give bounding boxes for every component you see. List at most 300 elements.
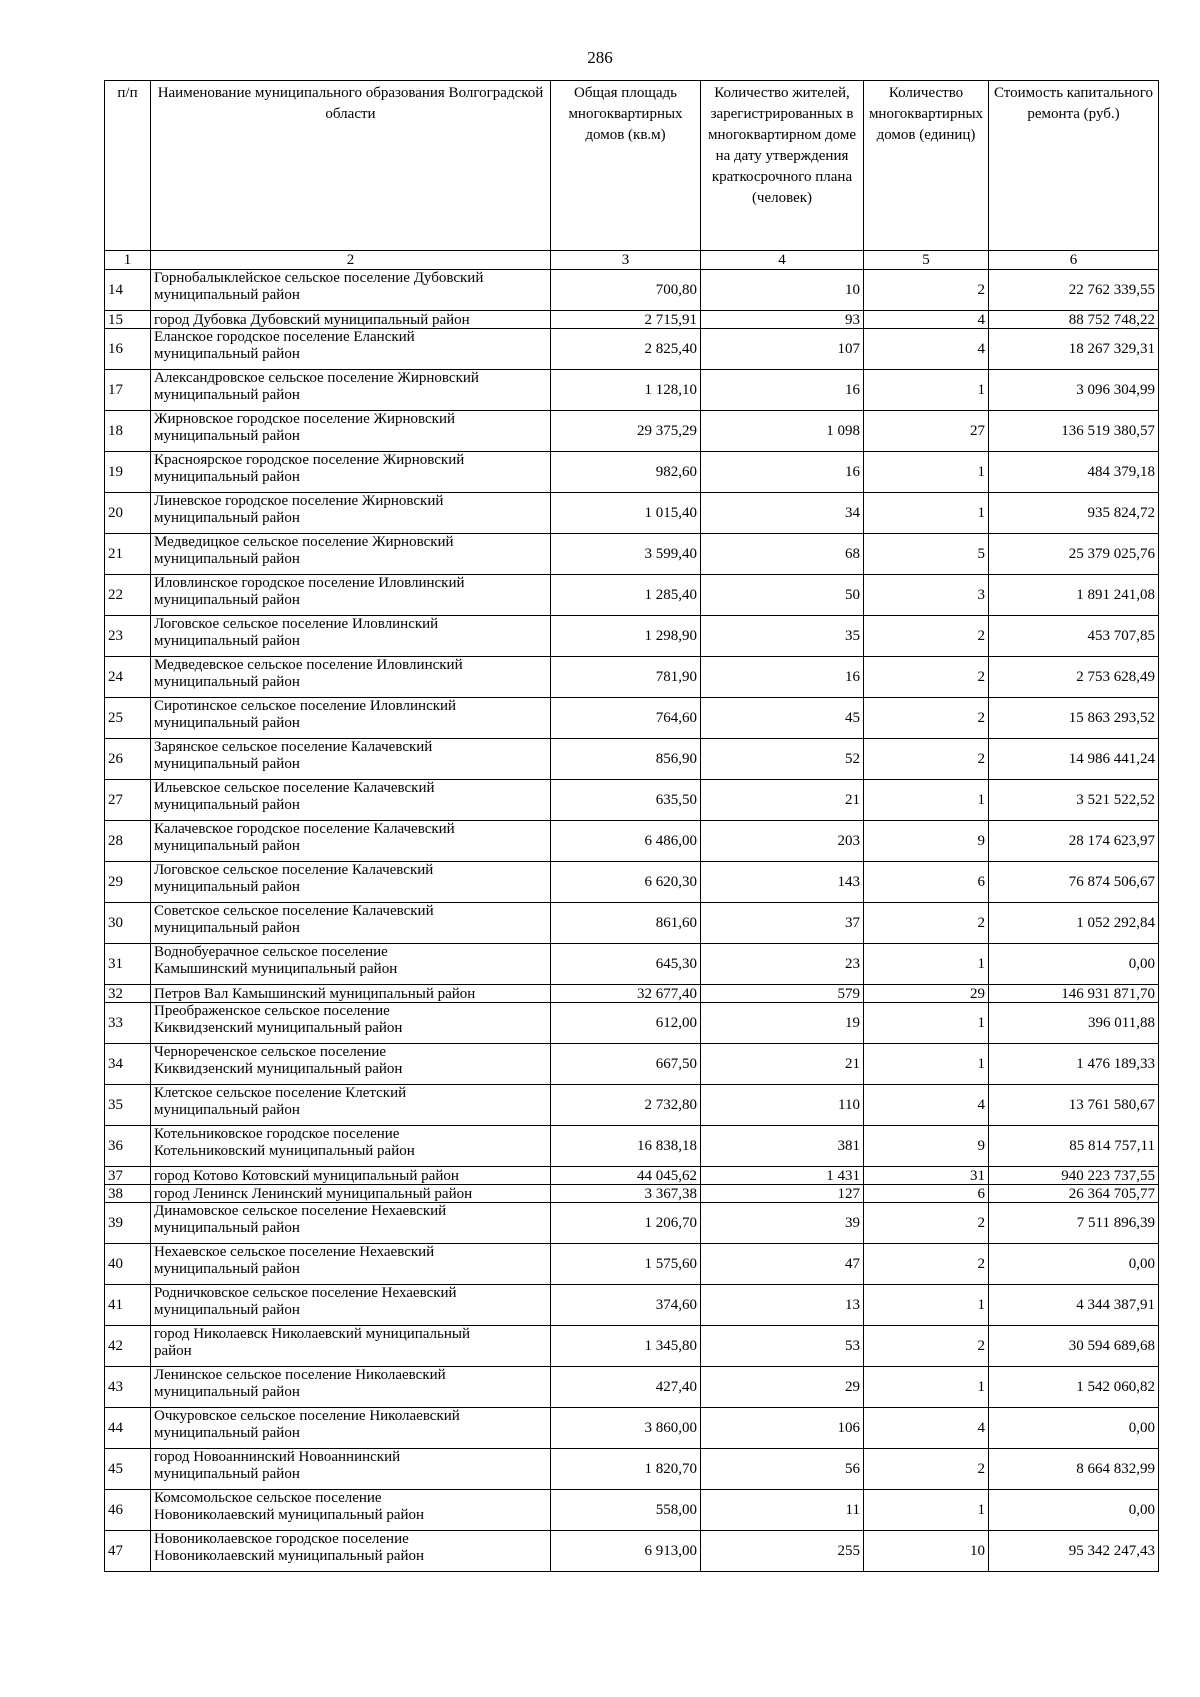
residents-value: 203: [701, 821, 864, 862]
municipality-name-line2: муниципальный район: [154, 797, 300, 813]
municipality-name-line1: Зарянское сельское поселение Калачевский: [154, 739, 433, 755]
municipality-name-line1: Котельниковское городское поселение: [154, 1126, 400, 1142]
table-row: [105, 575, 1159, 616]
repair-cost-value: 484 379,18: [989, 452, 1159, 493]
row-index: 39: [105, 1203, 151, 1244]
table-row: [105, 862, 1159, 903]
municipality-name: [151, 780, 551, 821]
municipality-name-line1: Советское сельское поселение Калачевский: [154, 903, 434, 919]
row-index: 28: [105, 821, 151, 862]
municipality-name-line2: муниципальный район: [154, 1220, 300, 1236]
residents-value: 21: [701, 780, 864, 821]
repair-cost-value: 3 521 522,52: [989, 780, 1159, 821]
row-index: 26: [105, 739, 151, 780]
column-number: 5: [864, 251, 989, 270]
municipality-name-line2: муниципальный район: [154, 1261, 300, 1277]
residents-value: 579: [701, 985, 864, 1003]
row-index: 23: [105, 616, 151, 657]
repair-cost-value: 85 814 757,11: [989, 1126, 1159, 1167]
row-index: 20: [105, 493, 151, 534]
municipality-name: [151, 1490, 551, 1531]
repair-cost-value: 0,00: [989, 1490, 1159, 1531]
municipality-name-line2: муниципальный район: [154, 387, 300, 403]
row-index: 14: [105, 270, 151, 311]
table-row: [105, 985, 1159, 1003]
municipality-name-line2: муниципальный район: [154, 510, 300, 526]
houses-value: 1: [864, 780, 989, 821]
residents-value: 56: [701, 1449, 864, 1490]
municipality-name-line1: город Новоаннинский Новоаннинский: [154, 1449, 401, 1465]
houses-value: 2: [864, 1203, 989, 1244]
municipality-name-line1: Линевское городское поселение Жирновский: [154, 493, 444, 509]
residents-value: 13: [701, 1285, 864, 1326]
total-area-value: 861,60: [551, 903, 701, 944]
repair-cost-value: 146 931 871,70: [989, 985, 1159, 1003]
municipality-name-line2: муниципальный район: [154, 1466, 300, 1482]
total-area-value: 781,90: [551, 657, 701, 698]
residents-value: 93: [701, 311, 864, 329]
houses-value: 2: [864, 1449, 989, 1490]
repair-cost-value: 26 364 705,77: [989, 1185, 1159, 1203]
column-number: 4: [701, 251, 864, 270]
houses-value: 1: [864, 1367, 989, 1408]
table-row: [105, 944, 1159, 985]
repair-cost-value: 18 267 329,31: [989, 329, 1159, 370]
municipality-name: [151, 1085, 551, 1126]
table-body: [105, 270, 1159, 1572]
row-index: 25: [105, 698, 151, 739]
municipality-name: [151, 1531, 551, 1572]
houses-value: 9: [864, 821, 989, 862]
repair-cost-value: 2 753 628,49: [989, 657, 1159, 698]
residents-value: 53: [701, 1326, 864, 1367]
table-row: [105, 1490, 1159, 1531]
houses-value: 6: [864, 862, 989, 903]
houses-value: 6: [864, 1185, 989, 1203]
residents-value: 35: [701, 616, 864, 657]
municipality-name: [151, 534, 551, 575]
row-index: 19: [105, 452, 151, 493]
municipality-name-line1: Жирновское городское поселение Жирновский: [154, 411, 456, 427]
municipality-name-line1: город Дубовка Дубовский муниципальный район: [154, 311, 470, 328]
municipality-name-line2: муниципальный район: [154, 592, 300, 608]
total-area-value: 374,60: [551, 1285, 701, 1326]
total-area-value: 982,60: [551, 452, 701, 493]
houses-value: 2: [864, 1244, 989, 1285]
municipality-name-line1: Новониколаевское городское поселение: [154, 1531, 409, 1547]
municipality-name-line1: Очкуровское сельское поселение Николаевский: [154, 1408, 460, 1424]
column-number: 1: [105, 251, 151, 270]
municipality-name: [151, 698, 551, 739]
residents-value: 106: [701, 1408, 864, 1449]
total-area-value: 29 375,29: [551, 411, 701, 452]
capital-repair-plan-table: [104, 80, 1159, 1572]
residents-value: 50: [701, 575, 864, 616]
municipality-name-line2: муниципальный район: [154, 1302, 300, 1318]
municipality-name-line2: Котельниковский муниципальный район: [154, 1143, 415, 1159]
table-row: [105, 1449, 1159, 1490]
municipality-name-line2: муниципальный район: [154, 756, 300, 772]
repair-cost-value: 7 511 896,39: [989, 1203, 1159, 1244]
houses-value: 4: [864, 329, 989, 370]
municipality-name-line1: Клетское сельское поселение Клетский: [154, 1085, 407, 1101]
table-row: [105, 1531, 1159, 1572]
total-area-value: 1 285,40: [551, 575, 701, 616]
row-index: 33: [105, 1003, 151, 1044]
total-area-value: 6 486,00: [551, 821, 701, 862]
table-row: [105, 1285, 1159, 1326]
municipality-name-line1: Петров Вал Камышинский муниципальный район: [154, 985, 476, 1002]
total-area-value: 856,90: [551, 739, 701, 780]
municipality-name-line2: Новониколаевский муниципальный район: [154, 1548, 425, 1564]
houses-value: 1: [864, 944, 989, 985]
houses-value: 2: [864, 270, 989, 311]
residents-value: 47: [701, 1244, 864, 1285]
table-row: [105, 1203, 1159, 1244]
total-area-value: 1 575,60: [551, 1244, 701, 1285]
municipality-name-line1: город Ленинск Ленинский муниципальный район: [154, 1185, 473, 1202]
column-number: 3: [551, 251, 701, 270]
municipality-name-line2: муниципальный район: [154, 715, 300, 731]
municipality-name: [151, 1285, 551, 1326]
row-index: 43: [105, 1367, 151, 1408]
residents-value: 29: [701, 1367, 864, 1408]
residents-value: 11: [701, 1490, 864, 1531]
repair-cost-value: 15 863 293,52: [989, 698, 1159, 739]
municipality-name-line1: Преображенское сельское поселение: [154, 1003, 390, 1019]
houses-value: 3: [864, 575, 989, 616]
houses-value: 4: [864, 1408, 989, 1449]
residents-value: 37: [701, 903, 864, 944]
municipality-name: [151, 311, 551, 329]
repair-cost-value: 1 052 292,84: [989, 903, 1159, 944]
municipality-name-line2: Киквидзенский муниципальный район: [154, 1061, 403, 1077]
repair-cost-value: 95 342 247,43: [989, 1531, 1159, 1572]
houses-value: 31: [864, 1167, 989, 1185]
houses-value: 10: [864, 1531, 989, 1572]
total-area-value: 558,00: [551, 1490, 701, 1531]
municipality-name-line2: Новониколаевский муниципальный район: [154, 1507, 425, 1523]
municipality-name-line1: Калачевское городское поселение Калачевский: [154, 821, 455, 837]
total-area-value: 3 860,00: [551, 1408, 701, 1449]
table-row: [105, 493, 1159, 534]
table-row: [105, 739, 1159, 780]
total-area-value: 1 015,40: [551, 493, 701, 534]
houses-value: 1: [864, 1490, 989, 1531]
houses-value: 9: [864, 1126, 989, 1167]
residents-value: 381: [701, 1126, 864, 1167]
municipality-name-line1: Краснoярское городское поселение Жирновский: [154, 452, 465, 468]
houses-value: 1: [864, 452, 989, 493]
total-area-value: 16 838,18: [551, 1126, 701, 1167]
municipality-name: [151, 1203, 551, 1244]
header-municipality-name: Наименование муниципального образования Волгоградской области: [151, 81, 551, 251]
repair-cost-value: 1 891 241,08: [989, 575, 1159, 616]
header-repair-cost: Стоимость капитального ремонта (руб.): [989, 81, 1159, 251]
municipality-name: [151, 1003, 551, 1044]
total-area-value: 2 715,91: [551, 311, 701, 329]
repair-cost-value: 28 174 623,97: [989, 821, 1159, 862]
table-row: [105, 1167, 1159, 1185]
row-index: 16: [105, 329, 151, 370]
municipality-name: [151, 985, 551, 1003]
row-index: 15: [105, 311, 151, 329]
total-area-value: 645,30: [551, 944, 701, 985]
repair-cost-value: 935 824,72: [989, 493, 1159, 534]
repair-cost-value: 1 542 060,82: [989, 1367, 1159, 1408]
total-area-value: 1 820,70: [551, 1449, 701, 1490]
table-row: [105, 1185, 1159, 1203]
table-row: [105, 329, 1159, 370]
column-numbers-row: [105, 251, 1159, 270]
row-index: 34: [105, 1044, 151, 1085]
houses-value: 4: [864, 311, 989, 329]
total-area-value: 667,50: [551, 1044, 701, 1085]
municipality-name-line1: Еланское городское поселение Еланский: [154, 329, 415, 345]
municipality-name-line1: Александровское сельское поселение Жирновский: [154, 370, 479, 386]
residents-value: 143: [701, 862, 864, 903]
header-index: п/п: [105, 81, 151, 251]
municipality-name: [151, 1185, 551, 1203]
municipality-name: [151, 1408, 551, 1449]
table-row: [105, 1003, 1159, 1044]
residents-value: 10: [701, 270, 864, 311]
total-area-value: 635,50: [551, 780, 701, 821]
residents-value: 16: [701, 452, 864, 493]
total-area-value: 700,80: [551, 270, 701, 311]
municipality-name-line1: Медведевское сельское поселение Иловлинский: [154, 657, 463, 673]
repair-cost-value: 396 011,88: [989, 1003, 1159, 1044]
municipality-name: [151, 1367, 551, 1408]
repair-cost-value: 76 874 506,67: [989, 862, 1159, 903]
municipality-name: [151, 657, 551, 698]
repair-cost-value: 88 752 748,22: [989, 311, 1159, 329]
municipality-name: [151, 493, 551, 534]
residents-value: 1 098: [701, 411, 864, 452]
table-row: [105, 1408, 1159, 1449]
municipality-name: [151, 903, 551, 944]
repair-cost-value: 8 664 832,99: [989, 1449, 1159, 1490]
total-area-value: 6 620,30: [551, 862, 701, 903]
residents-value: 45: [701, 698, 864, 739]
municipality-name-line1: Ленинское сельское поселение Николаевский: [154, 1367, 446, 1383]
municipality-name-line1: Чернореченское сельское поселение: [154, 1044, 387, 1060]
residents-value: 68: [701, 534, 864, 575]
municipality-name-line1: Сиротинское сельское поселение Иловлинский: [154, 698, 457, 714]
municipality-name: [151, 616, 551, 657]
residents-value: 127: [701, 1185, 864, 1203]
municipality-name-line2: муниципальный район: [154, 551, 300, 567]
houses-value: 1: [864, 1285, 989, 1326]
total-area-value: 1 206,70: [551, 1203, 701, 1244]
row-index: 40: [105, 1244, 151, 1285]
header-residents-count: Количество жителей, зарегистрированных в многоквартирном доме на дату утверждения краткосрочного плана (человек): [701, 81, 864, 251]
table-row: [105, 1085, 1159, 1126]
row-index: 18: [105, 411, 151, 452]
repair-cost-value: 14 986 441,24: [989, 739, 1159, 780]
residents-value: 19: [701, 1003, 864, 1044]
table-row: [105, 411, 1159, 452]
table-row: [105, 1044, 1159, 1085]
row-index: 22: [105, 575, 151, 616]
row-index: 41: [105, 1285, 151, 1326]
header-houses-count: Количество многоквартирных домов (единиц): [864, 81, 989, 251]
houses-value: 2: [864, 698, 989, 739]
municipality-name-line2: Камышинский муниципальный район: [154, 961, 398, 977]
municipality-name-line1: Ильевское сельское поселение Калачевский: [154, 780, 435, 796]
repair-cost-value: 3 096 304,99: [989, 370, 1159, 411]
residents-value: 23: [701, 944, 864, 985]
total-area-value: 1 345,80: [551, 1326, 701, 1367]
houses-value: 1: [864, 1044, 989, 1085]
row-index: 38: [105, 1185, 151, 1203]
houses-value: 27: [864, 411, 989, 452]
repair-cost-value: 22 762 339,55: [989, 270, 1159, 311]
table-row: [105, 780, 1159, 821]
total-area-value: 3 367,38: [551, 1185, 701, 1203]
municipality-name-line2: муниципальный район: [154, 1102, 300, 1118]
total-area-value: 32 677,40: [551, 985, 701, 1003]
table-row: [105, 616, 1159, 657]
total-area-value: 764,60: [551, 698, 701, 739]
total-area-value: 1 298,90: [551, 616, 701, 657]
row-index: 42: [105, 1326, 151, 1367]
page-number: 286: [587, 48, 613, 67]
municipality-name-line2: муниципальный район: [154, 920, 300, 936]
municipality-name-line1: Родничковское сельское поселение Нехаевский: [154, 1285, 457, 1301]
municipality-name-line1: Логовское сельское поселение Калачевский: [154, 862, 434, 878]
repair-cost-value: 453 707,85: [989, 616, 1159, 657]
column-number: 6: [989, 251, 1159, 270]
residents-value: 52: [701, 739, 864, 780]
municipality-name: [151, 739, 551, 780]
column-number: 2: [151, 251, 551, 270]
municipality-name-line1: город Николаевск Николаевский муниципальный: [154, 1326, 471, 1342]
municipality-name-line2: муниципальный район: [154, 1384, 300, 1400]
residents-value: 16: [701, 657, 864, 698]
repair-cost-value: 4 344 387,91: [989, 1285, 1159, 1326]
total-area-value: 1 128,10: [551, 370, 701, 411]
row-index: 36: [105, 1126, 151, 1167]
municipality-name-line2: муниципальный район: [154, 633, 300, 649]
repair-cost-value: 25 379 025,76: [989, 534, 1159, 575]
total-area-value: 427,40: [551, 1367, 701, 1408]
municipality-name: [151, 821, 551, 862]
table-row: [105, 821, 1159, 862]
municipality-name-line2: муниципальный район: [154, 879, 300, 895]
row-index: 27: [105, 780, 151, 821]
repair-cost-value: 0,00: [989, 944, 1159, 985]
municipality-name-line1: Динамовское сельское поселение Нехаевский: [154, 1203, 447, 1219]
municipality-name: [151, 411, 551, 452]
municipality-name-line2: муниципальный район: [154, 1425, 300, 1441]
table-row: [105, 270, 1159, 311]
row-index: 24: [105, 657, 151, 698]
municipality-name: [151, 1449, 551, 1490]
houses-value: 4: [864, 1085, 989, 1126]
total-area-value: 6 913,00: [551, 1531, 701, 1572]
municipality-name-line2: муниципальный район: [154, 838, 300, 854]
houses-value: 2: [864, 616, 989, 657]
row-index: 35: [105, 1085, 151, 1126]
total-area-value: 2 825,40: [551, 329, 701, 370]
municipality-name-line1: Медведицкое сельское поселение Жирновский: [154, 534, 454, 550]
residents-value: 34: [701, 493, 864, 534]
municipality-name-line2: район: [154, 1343, 192, 1359]
repair-cost-value: 136 519 380,57: [989, 411, 1159, 452]
municipality-name-line1: Горнобалыклейское сельское поселение Дубовский: [154, 270, 484, 286]
municipality-name: [151, 329, 551, 370]
table-row: [105, 1244, 1159, 1285]
houses-value: 2: [864, 657, 989, 698]
table-row: [105, 657, 1159, 698]
residents-value: 255: [701, 1531, 864, 1572]
table-row: [105, 1126, 1159, 1167]
houses-value: 29: [864, 985, 989, 1003]
municipality-name: [151, 1326, 551, 1367]
total-area-value: 2 732,80: [551, 1085, 701, 1126]
table-row: [105, 1367, 1159, 1408]
table-row: [105, 1326, 1159, 1367]
row-index: 30: [105, 903, 151, 944]
houses-value: 2: [864, 903, 989, 944]
houses-value: 1: [864, 370, 989, 411]
municipality-name-line1: Логовское сельское поселение Иловлинский: [154, 616, 439, 632]
municipality-name: [151, 452, 551, 493]
municipality-name: [151, 1244, 551, 1285]
houses-value: 2: [864, 1326, 989, 1367]
municipality-name: [151, 944, 551, 985]
municipality-name-line1: Иловлинское городское поселение Иловлинский: [154, 575, 465, 591]
municipality-name-line2: муниципальный район: [154, 346, 300, 362]
repair-cost-value: 1 476 189,33: [989, 1044, 1159, 1085]
municipality-name-line2: муниципальный район: [154, 674, 300, 690]
row-index: 46: [105, 1490, 151, 1531]
total-area-value: 612,00: [551, 1003, 701, 1044]
municipality-name: [151, 270, 551, 311]
municipality-name: [151, 1044, 551, 1085]
repair-cost-value: 0,00: [989, 1244, 1159, 1285]
table-row: [105, 698, 1159, 739]
municipality-name: [151, 370, 551, 411]
table-row: [105, 370, 1159, 411]
repair-cost-value: 0,00: [989, 1408, 1159, 1449]
repair-cost-value: 940 223 737,55: [989, 1167, 1159, 1185]
row-index: 37: [105, 1167, 151, 1185]
table-row: [105, 311, 1159, 329]
table-header-row: [105, 81, 1159, 251]
houses-value: 5: [864, 534, 989, 575]
residents-value: 110: [701, 1085, 864, 1126]
row-index: 32: [105, 985, 151, 1003]
table-row: [105, 903, 1159, 944]
row-index: 44: [105, 1408, 151, 1449]
houses-value: 2: [864, 739, 989, 780]
municipality-name-line1: город Котово Котовский муниципальный район: [154, 1167, 459, 1184]
row-index: 21: [105, 534, 151, 575]
municipality-name-line2: муниципальный район: [154, 469, 300, 485]
municipality-name-line1: Воднобуерачное сельское поселение: [154, 944, 388, 960]
row-index: 47: [105, 1531, 151, 1572]
residents-value: 107: [701, 329, 864, 370]
municipality-name-line1: Комсомольское сельское поселение: [154, 1490, 382, 1506]
municipality-name: [151, 1167, 551, 1185]
table-row: [105, 452, 1159, 493]
row-index: 29: [105, 862, 151, 903]
houses-value: 1: [864, 1003, 989, 1044]
total-area-value: 44 045,62: [551, 1167, 701, 1185]
row-index: 17: [105, 370, 151, 411]
